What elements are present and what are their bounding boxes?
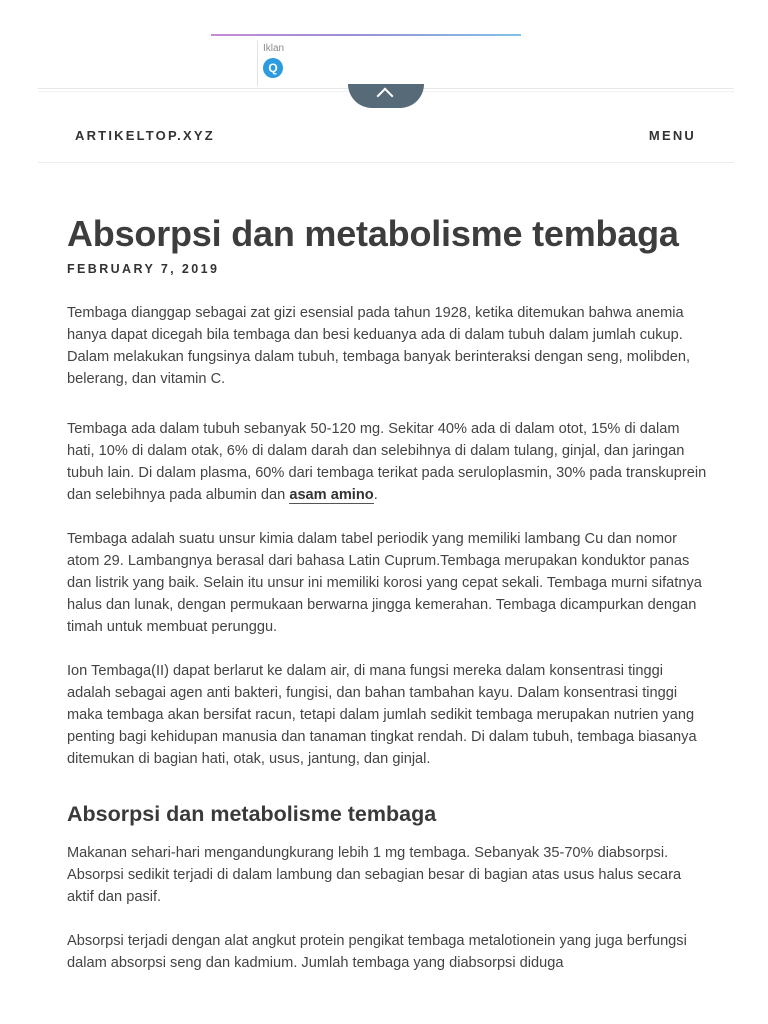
- paragraph-1: Tembaga dianggap sebagai zat gizi esensial pada tahun 1928, ketika ditemukan bahwa anemia hanya dapat dicegah bila tembaga dan besi keduanya ada di dalam tubuh dalam jumlah cukup. Dalam melakukan fungsinya dalam tubuh, tembaga banyak berinteraksi dengan seng, molibden, belerang, dan vitamin C.: [67, 305, 691, 387]
- ad-choices-icon[interactable]: Q: [263, 58, 283, 78]
- site-header: [38, 112, 734, 163]
- paragraph-2-end: .: [373, 487, 378, 503]
- ad-label: Iklan: [263, 43, 285, 54]
- paragraph-4: Ion Tembaga(II) dapat berlarut ke dalam air, di mana fungsi mereka dalam konsentrasi tinggi adalah sebagai agen anti bakteri, fungisi, dan bahan tambahan kayu. Dalam konsentrasi tinggi maka tembaga akan bersifat racun, tetapi dalam jumlah sedikit tembaga merupakan nutrien yang penting bagi kehidupan manusia dan tanaman tingkat rendah. Di dalam tubuh, tembaga biasanya ditemukan di bagian hati, otak, usus, jantung, dan ginjal.: [67, 663, 697, 767]
- article-title: Absorpsi dan metabolisme tembaga: [67, 213, 679, 254]
- paragraph-2-text: Tembaga ada dalam tubuh sebanyak 50-120 mg. Sekitar 40% ada di dalam otot, 15% di dalam hati, 10% di dalam otak, 6% di dalam darah dan selebihnya di dalam tulang, ginjal, dan jaringan tubuh lain. Di dalam plasma, 60% dari tembaga terikat pada seruloplasmin, 30% pada transkuprein dan selebihnya pada albumin dan: [67, 421, 707, 503]
- ad-divider: [257, 40, 258, 86]
- ad-top-border: [211, 34, 521, 36]
- paragraph-6: Absorpsi terjadi dengan alat angkut protein pengikat tembaga metalotionein yang juga berfungsi dalam absorpsi seng dan kadmium. Jumlah tembaga yang diabsorpsi diduga: [67, 933, 687, 971]
- collapse-ad-chevron-up-icon[interactable]: [348, 84, 424, 108]
- paragraph-3: Tembaga adalah suatu unsur kimia dalam tabel periodik yang memiliki lambang Cu dan nomor atom 29. Lambangnya berasal dari bahasa Latin Cuprum.Tembaga merupakan konduktor panas dan listrik yang baik. Selain itu unsur ini memiliki korosi yang cepat sekali. Tembaga murni sifatnya halus dan lunak, dengan permukaan berwarna jingga kemerahan. Tembaga dicampurkan dengan timah untuk membuat perunggu.: [67, 531, 702, 635]
- article: [67, 212, 707, 971]
- paragraph-5: Makanan sehari-hari mengandungkurang lebih 1 mg tembaga. Sebanyak 35-70% diabsorpsi. Absorpsi sedikit terjadi di dalam lambung dan sebagian besar di bagian atas usus halus secara aktif dan pasif.: [67, 845, 682, 905]
- section-heading: Absorpsi dan metabolisme tembaga: [67, 802, 437, 826]
- ad-banner[interactable]: [211, 32, 521, 84]
- article-date: FEBRUARY 7, 2019: [67, 262, 220, 276]
- menu-button[interactable]: MENU: [648, 128, 696, 143]
- site-title-link[interactable]: ARTIKELTOP.XYZ: [75, 128, 215, 143]
- asam-amino-link[interactable]: asam amino: [289, 487, 374, 503]
- paragraph-2: [67, 418, 707, 506]
